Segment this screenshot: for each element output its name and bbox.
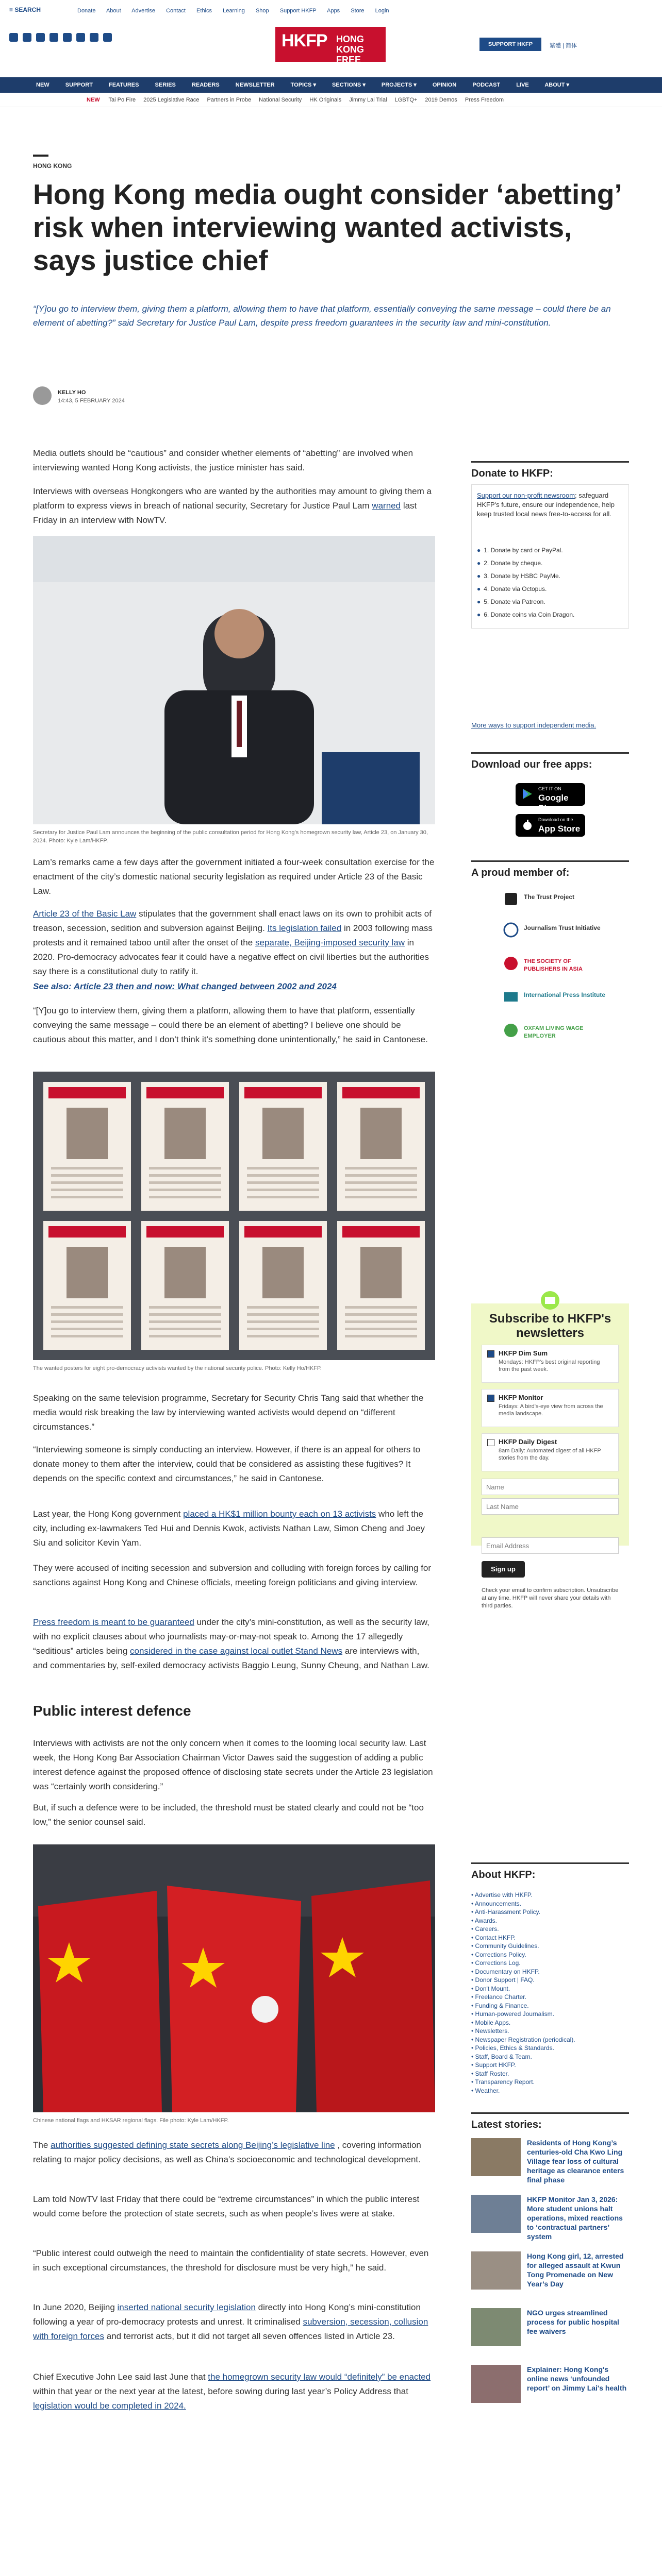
wanted-poster <box>239 1082 327 1211</box>
story-thumbnail[interactable] <box>471 2365 521 2403</box>
text: in 2020. Pro-democracy advocates fear it could have a negative effect on civil liberties but the authorities say there is a constitutional duty to ratify it. <box>33 938 429 976</box>
nav-item-live[interactable]: LIVE <box>516 82 529 88</box>
inline-link[interactable]: Its legislation failed <box>267 923 342 933</box>
photo-paul-lam-image <box>33 536 435 824</box>
nav-item-new[interactable]: NEW <box>36 82 49 88</box>
text: within that year or the next year at the latest, before sowing during last year’s Policy Address that <box>33 2386 408 2396</box>
text: and terrorist acts, but it did not target all seven offences listed in Article 23. <box>106 2331 395 2341</box>
text: who left the city, including ex-lawmakers Ted Hui and Dennis Kwok, activists Nathan Law, Simon Cheng and Joey Siu and solicitor Kevin Yam. <box>33 1509 425 1548</box>
newsletter-desc: Mondays: HKFP's best original reporting from the past week. <box>499 1359 600 1372</box>
subnav-item[interactable]: Jimmy Lai Trial <box>349 97 387 103</box>
newsletter-name: HKFP Monitor <box>499 1394 543 1401</box>
about-link[interactable]: • Anti-Harassment Policy. <box>471 1908 541 1916</box>
about-link[interactable]: • Corrections Log. <box>471 1959 521 1967</box>
sidebar-heading-about: About HKFP: <box>471 1862 629 1878</box>
wanted-poster <box>141 1082 229 1211</box>
subnav-item[interactable]: Partners in Probe <box>207 97 252 103</box>
about-link[interactable]: • Human-powered Journalism. <box>471 2010 554 2018</box>
threads-icon[interactable] <box>90 33 98 42</box>
text: Last year, the Hong Kong government <box>33 1509 181 1519</box>
about-link[interactable]: • Don't Mount. <box>471 1985 510 1992</box>
about-link[interactable]: • Transparency Report. <box>471 2078 535 2086</box>
donate-option[interactable]: ● 2. Donate by cheque. <box>477 560 543 567</box>
see-also-link[interactable]: Article 23 then and now: What changed between 2002 and 2024 <box>73 981 337 991</box>
about-link[interactable]: • Careers. <box>471 1925 499 1933</box>
inline-link[interactable]: placed a HK$1 million bounty each on 13 activists <box>183 1509 376 1519</box>
text: are interviews with, and commentaries by, self-exiled democracy activists Baggio Leung, Sunny Cheung, and Nathan Law. <box>33 1646 429 1670</box>
about-list <box>471 1891 629 2095</box>
about-link[interactable]: • Corrections Policy. <box>471 1951 526 1958</box>
subnav-item[interactable]: Tai Po Fire <box>108 97 136 103</box>
story-title[interactable]: Residents of Hong Kong’s centuries-old Cha Kwo Ling Village fear loss of cultural heritage as clearance enters final phase <box>527 2139 624 2184</box>
linkedin-icon[interactable] <box>76 33 85 42</box>
donate-option[interactable]: ● 5. Donate via Patreon. <box>477 598 545 605</box>
donate-text <box>477 491 621 519</box>
see-also <box>33 981 435 992</box>
about-link[interactable]: • Mobile Apps. <box>471 2019 511 2026</box>
author-name[interactable]: KELLY HO <box>58 389 86 396</box>
newsletter-option-monitor[interactable] <box>482 1389 619 1427</box>
text: last Friday in an interview with NowTV. <box>33 501 417 525</box>
nav-item-podcast[interactable]: PODCAST <box>472 82 501 88</box>
about-link[interactable]: • Policies, Ethics & Standards. <box>471 2044 554 2052</box>
top-link-contact[interactable]: Contact <box>166 8 186 14</box>
newsletter-icon <box>540 1290 560 1311</box>
logo-name <box>336 34 386 75</box>
paragraph <box>33 2138 435 2167</box>
sub-nav <box>0 93 662 107</box>
story-thumbnail[interactable] <box>471 2138 521 2176</box>
text: under the city’s mini-constitution, as well as the security law, with no explicit clauses about who journalists may-or-may-not speak to. Among the 17 allegedly “seditious” articles being <box>33 1617 429 1656</box>
top-link-donate[interactable]: Donate <box>77 8 96 14</box>
paragraph: Lam told NowTV last Friday that there could be “extreme circumstances” in which the public interest would come before the protection of state secrets, such as when people’s lives were at stake. <box>33 2194 420 2218</box>
newsletter-desc: 8am Daily: Automated digest of all HKFP stories from the day. <box>499 1448 601 1461</box>
wanted-poster <box>141 1221 229 1350</box>
top-link-login[interactable]: Login <box>375 8 389 14</box>
photo-wanted-posters <box>33 1072 435 1360</box>
badge-large-text: Google Play <box>538 793 569 813</box>
nav-item-sections[interactable]: SECTIONS ▾ <box>332 82 366 88</box>
text: stipulates that the government shall enact laws on its own to prohibit acts of treason, secession, sedition and subversion against Beijing. <box>33 909 432 933</box>
photo-caption: Chinese national flags and HKSAR regional flags. File photo: Kyle Lam/HKFP. <box>33 2117 229 2124</box>
top-link-advertise[interactable]: Advertise <box>131 8 155 14</box>
newsletter-name: HKFP Dim Sum <box>499 1349 548 1357</box>
top-link-apps[interactable]: Apps <box>327 8 340 14</box>
subnav-item[interactable]: 2025 Legislative Race <box>143 97 200 103</box>
inline-link[interactable]: inserted national security legislation <box>117 2302 256 2312</box>
oxfam-icon <box>503 1023 519 1038</box>
top-link-about[interactable]: About <box>106 8 121 14</box>
logo-name-line1: HONG KONG <box>336 34 364 55</box>
about-link[interactable]: • Awards. <box>471 1917 498 1924</box>
article-category[interactable]: HONG KONG <box>33 162 72 170</box>
inline-link[interactable]: the homegrown security law would “definitely” be enacted <box>208 2372 431 2382</box>
donate-box <box>471 484 629 629</box>
about-link[interactable]: • Funding & Finance. <box>471 2002 529 2009</box>
about-link[interactable]: • Support HKFP. <box>471 2061 516 2069</box>
newsletter-desc: Fridays: A bird's-eye view from across the media landscape. <box>499 1403 603 1417</box>
story-thumbnail[interactable] <box>471 2251 521 2290</box>
newsletter-title: Subscribe to HKFP's newsletters <box>489 1312 611 1340</box>
story-title[interactable]: NGO urges streamlined process for public hospital fee waivers <box>527 2309 619 2335</box>
photo-paul-lam <box>33 536 435 824</box>
about-link[interactable]: • Advertise with HKFP. <box>471 1891 533 1899</box>
logo-name-line2: FREE PRESS <box>336 55 368 75</box>
sidebar-heading-latest: Latest stories: <box>471 2112 629 2128</box>
paragraph: “Interviewing someone is simply conducting an interview. However, if there is an appeal for others to donate money to them after the interview, could that be considered as assisting these fugitives? It depends on the specific context and circumstances,” he said in Cantonese. <box>33 1445 421 1483</box>
paragraph: Interviews with activists are not the only concern when it comes to the looming local security law. Last week, the Hong Kong Bar Association Chairman Victor Dawes said the suggestion of adding a public interest defence against the proposed offence of disclosing state secrets under the Article 23 legislation was “certainly worth considering.” <box>33 1738 433 1791</box>
newsletter-name: HKFP Daily Digest <box>499 1438 557 1446</box>
story-thumbnail[interactable] <box>471 2308 521 2346</box>
inline-link[interactable]: considered in the case against local outlet Stand News <box>130 1646 343 1656</box>
checkbox[interactable] <box>487 1395 494 1402</box>
photo-caption: Secretary for Justice Paul Lam announces the beginning of the public consultation period for Hong Kong’s homegrown security law, Article 23, on January 30, 2024. Photo: Kyle Lam/HKFP. <box>33 829 428 844</box>
nav-item-support[interactable]: SUPPORT <box>65 82 93 88</box>
about-link[interactable]: • Newsletters. <box>471 2027 509 2035</box>
checkbox[interactable] <box>487 1350 494 1358</box>
about-link[interactable]: • Staff, Board & Team. <box>471 2053 532 2060</box>
sidebar-heading-member: A proud member of: <box>471 860 629 876</box>
top-link-store[interactable]: Store <box>351 8 365 14</box>
inline-link[interactable]: separate, Beijing-imposed security law <box>255 938 405 947</box>
badge-small-text: GET IT ON <box>538 786 561 791</box>
text: in 2003 following mass protests and it remained taboo until after the onset of the <box>33 923 433 947</box>
donate-option[interactable]: ● 1. Donate by card or PayPal. <box>477 547 563 554</box>
paragraph: “Public interest could outweigh the need to maintain the confidentiality of state secrets. However, even in such exceptional circumstances, the threshold for disclosure must be very high,” he said. <box>33 2248 429 2273</box>
jti-icon <box>503 922 519 938</box>
newsletter-option-dimsum[interactable] <box>482 1345 619 1383</box>
sopa-icon <box>503 956 519 971</box>
photo-caption: The wanted posters for eight pro-democracy activists wanted by the national security police. Photo: Kelly Ho/HKFP. <box>33 1365 322 1371</box>
nav-item-about[interactable]: ABOUT ▾ <box>544 82 569 88</box>
paragraph: They were accused of inciting secession and subversion and colluding with foreign forces by calling for sanctions against Hong Kong and Chinese officials, meeting foreign politicians and giving interview. <box>33 1563 432 1587</box>
story-title[interactable]: Hong Kong girl, 12, arrested for alleged assault at Kwun Tong Promenade on New Year’s Day <box>527 2252 624 2288</box>
top-link-shop[interactable]: Shop <box>255 8 269 14</box>
badge-small-text: Download on the <box>538 817 573 822</box>
social-icons <box>9 33 112 42</box>
subnav-new-label: NEW <box>87 97 100 103</box>
donate-desc: ; safeguard HKFP's future, ensure our independence, help keep trusted local news free-to-access for all. <box>477 492 615 518</box>
inline-link[interactable]: legislation would be completed in 2024. <box>33 2401 186 2411</box>
top-link-ethics[interactable]: Ethics <box>196 8 212 14</box>
subnav-item[interactable]: 2019 Demos <box>425 97 457 103</box>
wanted-poster <box>43 1082 131 1211</box>
kicker-rule <box>33 155 48 157</box>
signup-button[interactable]: Sign up <box>482 1561 525 1578</box>
text: directly into Hong Kong’s mini-constitution following a year of pro-democracy protests and unrest. It criminalised <box>33 2302 421 2327</box>
member-name: The Trust Project <box>524 893 575 901</box>
paragraph <box>33 2370 435 2413</box>
newsletter-signup <box>471 1303 629 1546</box>
about-link[interactable]: • Announcements. <box>471 1900 521 1907</box>
rss-icon[interactable] <box>103 33 112 42</box>
email-input[interactable]: Email Address <box>482 1537 619 1554</box>
app-store-badge[interactable] <box>516 814 585 837</box>
about-link[interactable]: • Donor Support | FAQ. <box>471 1976 535 1984</box>
paragraph <box>33 2300 435 2344</box>
subnav-item[interactable]: Press Freedom <box>465 97 504 103</box>
member-name: International Press Institute <box>524 991 606 998</box>
photo-flags <box>33 1844 435 2112</box>
about-link[interactable]: • Weather. <box>471 2087 500 2094</box>
top-link-learning[interactable]: Learning <box>223 8 245 14</box>
top-bar <box>0 0 662 23</box>
badge-large-text: App Store <box>538 824 581 834</box>
paragraph: But, if such a defence were to be included, the threshold must be stated clearly and could not be “too low,” the senior counsel said. <box>33 1803 424 1827</box>
site-logo[interactable] <box>275 27 386 75</box>
about-link[interactable]: • Staff Roster. <box>471 2070 509 2077</box>
apple-icon <box>522 819 533 831</box>
trust-project-icon <box>503 891 519 907</box>
subnav-item[interactable]: HK Originals <box>309 97 342 103</box>
story-title[interactable]: HKFP Monitor Jan 3, 2026: More student unions halt operations, mixed reactions to ‘contractual partners’ system <box>527 2195 623 2241</box>
subnav-item[interactable]: LGBTQ+ <box>394 97 418 103</box>
main-nav <box>0 77 662 93</box>
paragraph <box>33 907 435 979</box>
newsletter-option-digest[interactable] <box>482 1433 619 1471</box>
donate-link[interactable]: Support our non-profit newsroom <box>477 492 575 499</box>
top-link-support[interactable]: Support HKFP <box>279 8 317 14</box>
inline-link[interactable]: Press freedom is meant to be guaranteed <box>33 1617 194 1627</box>
more-ways-link[interactable]: More ways to support independent media. <box>471 721 597 729</box>
sidebar-heading-donate: Donate to HKFP: <box>471 461 629 477</box>
twitter-icon[interactable] <box>23 33 31 42</box>
sidebar-heading-apps: Download our free apps: <box>471 752 629 768</box>
nav-item-opinion[interactable]: OPINION <box>432 82 457 88</box>
inline-link[interactable]: warned <box>372 501 401 511</box>
story-thumbnail[interactable] <box>471 2195 521 2233</box>
text: Interviews with overseas Hongkongers who are wanted by the authorities may amount to giving them a platform to express views in breach of national security, Secretary for Justice Paul Lam <box>33 486 432 511</box>
subnav-item[interactable]: National Security <box>259 97 302 103</box>
google-play-icon <box>522 788 533 800</box>
publish-date: 14:43, 5 FEBRUARY 2024 <box>58 398 125 404</box>
article-title: Hong Kong media ought consider ‘abetting’ risk when interviewing wanted activists, says justice chief <box>33 178 621 276</box>
facebook-icon[interactable] <box>9 33 18 42</box>
first-name-input[interactable]: Name <box>482 1479 619 1495</box>
author-avatar <box>33 386 52 405</box>
member-name: THE SOCIETY OF PUBLISHERS IN ASIA <box>524 958 583 972</box>
paragraph: Lam’s remarks came a few days after the government initiated a four-week consultation exercise for the enactment of the city’s domestic national security legislation as required under Article 23 of the Basic Law. <box>33 857 435 896</box>
checkbox[interactable] <box>487 1439 494 1446</box>
language-switcher[interactable]: 繁體 | 简体 <box>550 43 577 49</box>
donate-option[interactable]: ● 4. Donate via Octopus. <box>477 585 547 592</box>
last-name-input[interactable]: Last Name <box>482 1498 619 1515</box>
nav-item-readers[interactable]: READERS <box>191 82 220 88</box>
nav-item-series[interactable]: SERIES <box>155 82 176 88</box>
flags-image <box>33 1844 435 2112</box>
see-also-label: See also: <box>33 981 72 991</box>
about-link[interactable]: • Newspaper Registration (periodical). <box>471 2036 575 2043</box>
member-name: Journalism Trust Initiative <box>524 924 601 931</box>
wanted-poster <box>337 1221 425 1350</box>
wanted-poster <box>337 1082 425 1211</box>
about-link[interactable]: • Community Guidelines. <box>471 1942 539 1950</box>
about-link[interactable]: • Freelance Charter. <box>471 1993 526 2001</box>
top-links <box>77 8 399 14</box>
nav-item-topics[interactable]: TOPICS ▾ <box>290 82 316 88</box>
telegram-icon[interactable] <box>63 33 72 42</box>
google-play-badge[interactable] <box>516 783 585 813</box>
support-hkfp-button[interactable]: SUPPORT HKFP <box>479 38 541 51</box>
story-title[interactable]: Explainer: Hong Kong's online news ‘unfounded report’ on Jimmy Lai's health <box>527 2365 627 2392</box>
search-button[interactable]: ≡ SEARCH <box>9 6 41 13</box>
text: , covering information relating to major policy decisions, as well as China’s socioeconomic and technological development. <box>33 2140 421 2164</box>
paragraph: Speaking on the same television programme, Secretary for Security Chris Tang said that whether the media would risk breaking the law by interviewing wanted activists would depend on “different circumstances.” <box>33 1393 424 1432</box>
newsletter-note: Check your email to confirm subscription. Unsubscribe at any time. HKFP will never share your details with third parties. <box>482 1587 619 1609</box>
paragraph <box>33 1507 435 1550</box>
paragraph: Media outlets should be “cautious” and consider whether elements of “abetting” are involved when interviewing wanted Hong Kong activists, the justice minister has said. <box>33 448 413 472</box>
donate-option[interactable]: ● 3. Donate by HSBC PayMe. <box>477 572 560 580</box>
text: In June 2020, Beijing <box>33 2302 115 2312</box>
inline-link[interactable]: subversion, secession, collusion with foreign forces <box>33 2317 428 2341</box>
section-heading: Public interest defence <box>33 1703 191 1719</box>
wanted-posters-image <box>33 1072 435 1360</box>
donate-option[interactable]: ● 6. Donate coins via Coin Dragon. <box>477 611 575 618</box>
logo-mark: HKFP <box>282 31 327 50</box>
paragraph <box>33 1615 435 1673</box>
member-name: OXFAM LIVING WAGE EMPLOYER <box>524 1025 584 1039</box>
wanted-poster <box>239 1221 327 1350</box>
nav-item-features[interactable]: FEATURES <box>108 82 139 88</box>
about-link[interactable]: • Contact HKFP. <box>471 1934 516 1941</box>
text: The <box>33 2140 48 2150</box>
inline-link[interactable]: authorities suggested defining state secrets along Beijing’s legislative line <box>51 2140 335 2150</box>
ipi-icon <box>503 989 519 1005</box>
article-lede: “[Y]ou go to interview them, giving them a platform, allowing them to have that platform, essentially conveying the same message – could there be an element of abetting?” said Secretary for Justice Paul Lam, despite press freedom guarantees in the security law and mini-constitution. <box>33 304 611 328</box>
inline-link[interactable]: Article 23 of the Basic Law <box>33 909 137 919</box>
wanted-poster <box>43 1221 131 1350</box>
paragraph <box>33 484 435 528</box>
paragraph: “[Y]ou go to interview them, giving them a platform, allowing them to have that platform, essentially conveying the same message – could there be an element of abetting? I believe one should be cautious about this matter, and I don’t think it’s something done unintentionally,” he said in Cantonese. <box>33 1006 428 1044</box>
text: Chief Executive John Lee said last June that <box>33 2372 206 2382</box>
nav-item-projects[interactable]: PROJECTS ▾ <box>381 82 417 88</box>
about-link[interactable]: • Documentary on HKFP. <box>471 1968 540 1975</box>
nav-item-newsletter[interactable]: NEWSLETTER <box>235 82 275 88</box>
instagram-icon[interactable] <box>36 33 45 42</box>
youtube-icon[interactable] <box>49 33 58 42</box>
